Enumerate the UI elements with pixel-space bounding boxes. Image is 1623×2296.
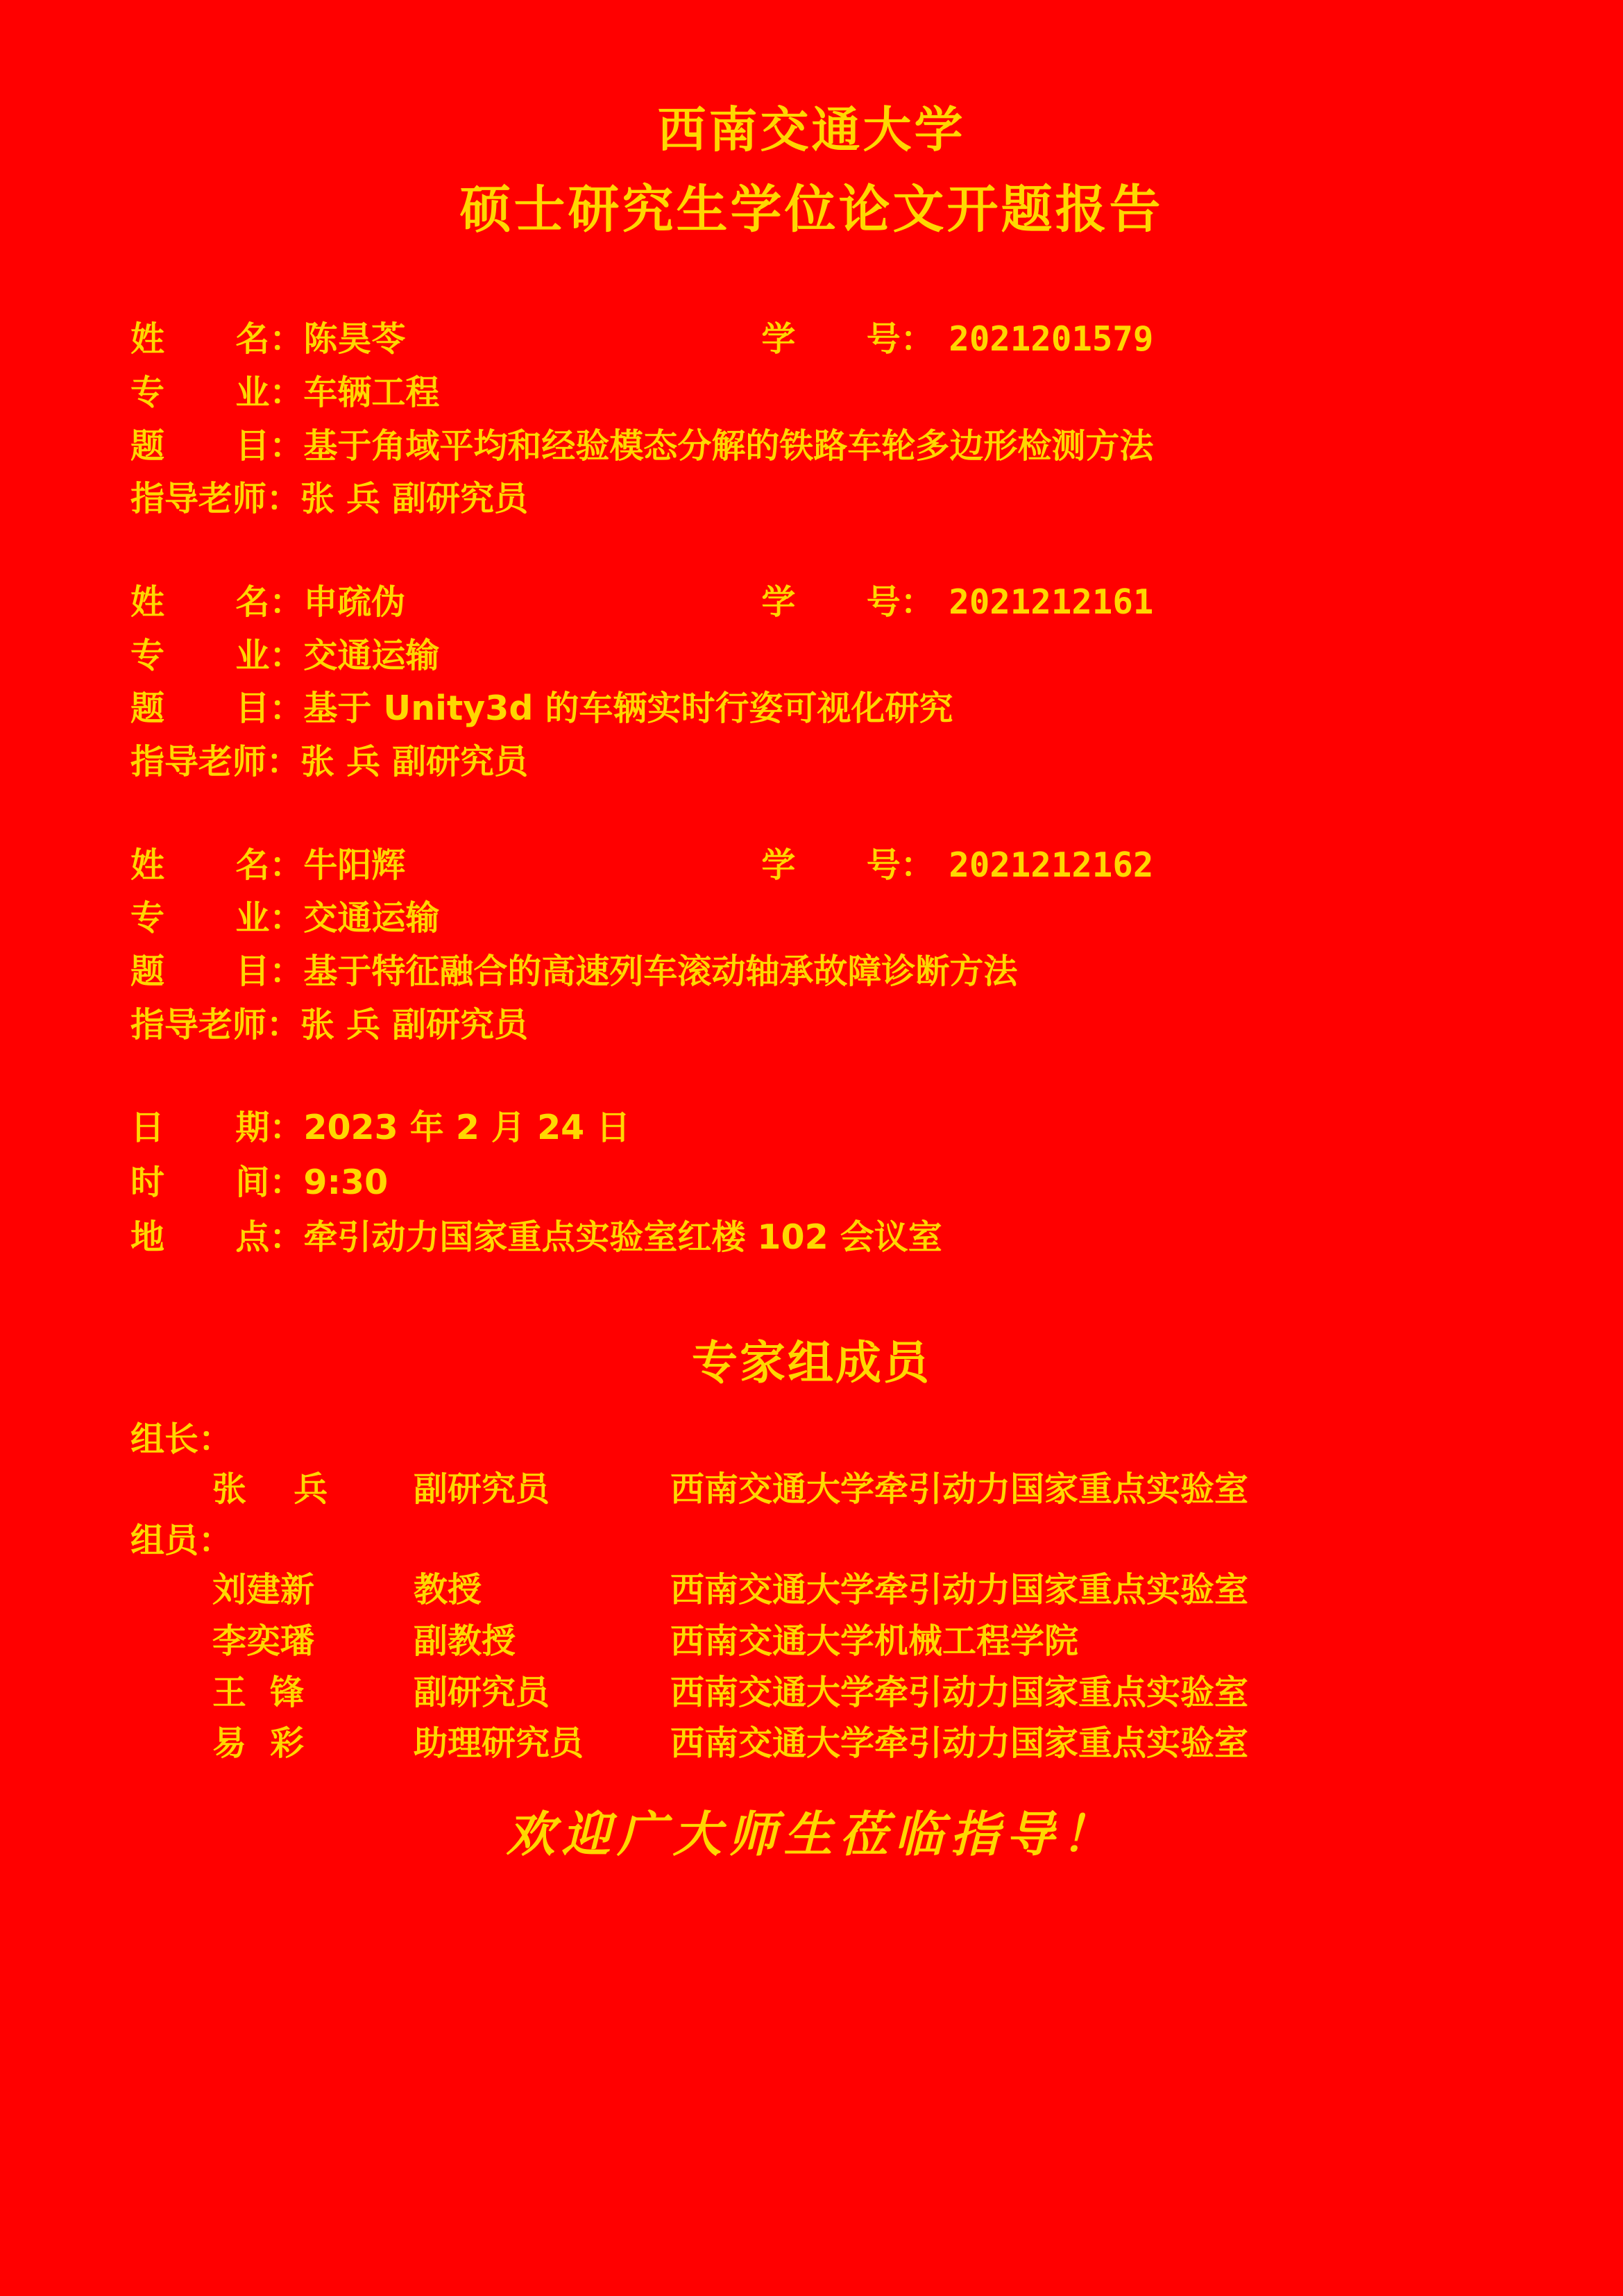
place-label: 地 点： (130, 1217, 304, 1257)
student-id-label: 学 号： (761, 319, 935, 360)
expert-member-row (212, 1619, 1540, 1664)
member-title: 助理研究员 (414, 1723, 584, 1764)
member-name: 李奕璠 (212, 1621, 315, 1662)
member-title: 教授 (414, 1570, 482, 1610)
members-heading: 组员： (130, 1520, 233, 1560)
member-name: 张 兵 (212, 1469, 328, 1510)
student-name: 牛阳辉 (303, 845, 406, 885)
place-row (130, 1215, 1623, 1260)
date-row (130, 1106, 1623, 1151)
member-org: 西南交通大学牵引动力国家重点实验室 (670, 1469, 1249, 1510)
thesis-entries (0, 317, 1623, 1047)
member-title: 副教授 (414, 1621, 516, 1662)
entry-advisor-row (130, 740, 1519, 785)
student-id: 2021212161 (949, 582, 1154, 623)
entry-name-row (130, 580, 1519, 625)
thesis-entry (130, 843, 1519, 1048)
thesis-entry (130, 580, 1519, 785)
topic-value: 基于角域平均和经验模态分解的铁路车轮多边形检测方法 (303, 425, 1154, 466)
advisor-value: 张 兵 副研究员 (300, 742, 529, 782)
student-id-label: 学 号： (761, 845, 935, 885)
major-value: 车辆工程 (303, 373, 440, 413)
student-name: 申疏伪 (303, 582, 406, 623)
topic-value: 基于特征融合的高速列车滚动轴承故障诊断方法 (303, 952, 1018, 992)
advisor-value: 张 兵 副研究员 (300, 1004, 529, 1045)
expert-member-row (212, 1567, 1540, 1613)
time-value: 9:30 (303, 1163, 389, 1203)
major-value: 交通运输 (303, 898, 440, 938)
entry-name-row (130, 317, 1519, 362)
topic-label: 题 目： (130, 689, 304, 729)
date-value: 2023 年 2 月 24 日 (303, 1108, 631, 1148)
entry-major-row (130, 896, 1519, 941)
welcome-line: 欢迎广大师生莅临指导！ (506, 1805, 1117, 1864)
member-org: 西南交通大学牵引动力国家重点实验室 (670, 1723, 1249, 1764)
student-id: 2021212162 (949, 845, 1154, 885)
expert-group-title: 专家组成员 (692, 1336, 931, 1390)
member-name: 刘建新 (212, 1570, 315, 1610)
member-title: 副研究员 (414, 1469, 550, 1510)
event-meta (0, 1106, 1623, 1260)
major-value: 交通运输 (303, 635, 440, 675)
entry-topic-row (130, 424, 1519, 469)
advisor-label: 指导老师： (130, 479, 301, 519)
leader-heading: 组长： (130, 1419, 233, 1460)
member-org: 西南交通大学牵引动力国家重点实验室 (670, 1570, 1249, 1610)
entry-major-row (130, 371, 1519, 416)
time-row (130, 1160, 1623, 1206)
major-label: 专 业： (130, 635, 304, 675)
entry-name-row (130, 843, 1519, 888)
entry-major-row (130, 634, 1519, 679)
topic-label: 题 目： (130, 952, 304, 992)
university-name: 西南交通大学 (657, 101, 966, 158)
major-label: 专 业： (130, 373, 304, 413)
advisor-label: 指导老师： (130, 742, 301, 782)
advisor-label: 指导老师： (130, 1004, 301, 1045)
member-name: 王 锋 (212, 1672, 305, 1712)
topic-value: 基于 Unity3d 的车辆实时行姿可视化研究 (303, 689, 953, 729)
member-org: 西南交通大学牵引动力国家重点实验室 (670, 1672, 1249, 1712)
entry-advisor-row (130, 1003, 1519, 1048)
topic-label: 题 目： (130, 425, 304, 466)
name-label: 姓 名： (130, 582, 304, 623)
expert-member-row (212, 1721, 1540, 1766)
poster-title-block (0, 97, 1623, 244)
student-id: 2021201579 (949, 319, 1154, 360)
thesis-entry (130, 317, 1519, 522)
advisor-value: 张 兵 副研究员 (300, 479, 529, 519)
name-label: 姓 名： (130, 319, 304, 360)
entry-topic-row (130, 949, 1519, 995)
expert-group-body (0, 1417, 1623, 1766)
major-label: 专 业： (130, 898, 304, 938)
entry-advisor-row (130, 477, 1519, 522)
name-label: 姓 名： (130, 845, 304, 885)
time-label: 时 间： (130, 1163, 304, 1203)
date-label: 日 期： (130, 1108, 304, 1148)
place-value: 牵引动力国家重点实验室红楼 102 会议室 (303, 1217, 942, 1257)
member-name: 易 彩 (212, 1723, 305, 1764)
member-org: 西南交通大学机械工程学院 (670, 1621, 1079, 1662)
entry-topic-row (130, 686, 1519, 732)
expert-member-row (212, 1670, 1540, 1716)
student-id-label: 学 号： (761, 582, 935, 623)
expert-leader-row (212, 1467, 1540, 1512)
member-title: 副研究员 (414, 1672, 550, 1712)
document-title: 硕士研究生学位论文开题报告 (459, 179, 1164, 239)
student-name: 陈昊苓 (303, 319, 406, 360)
